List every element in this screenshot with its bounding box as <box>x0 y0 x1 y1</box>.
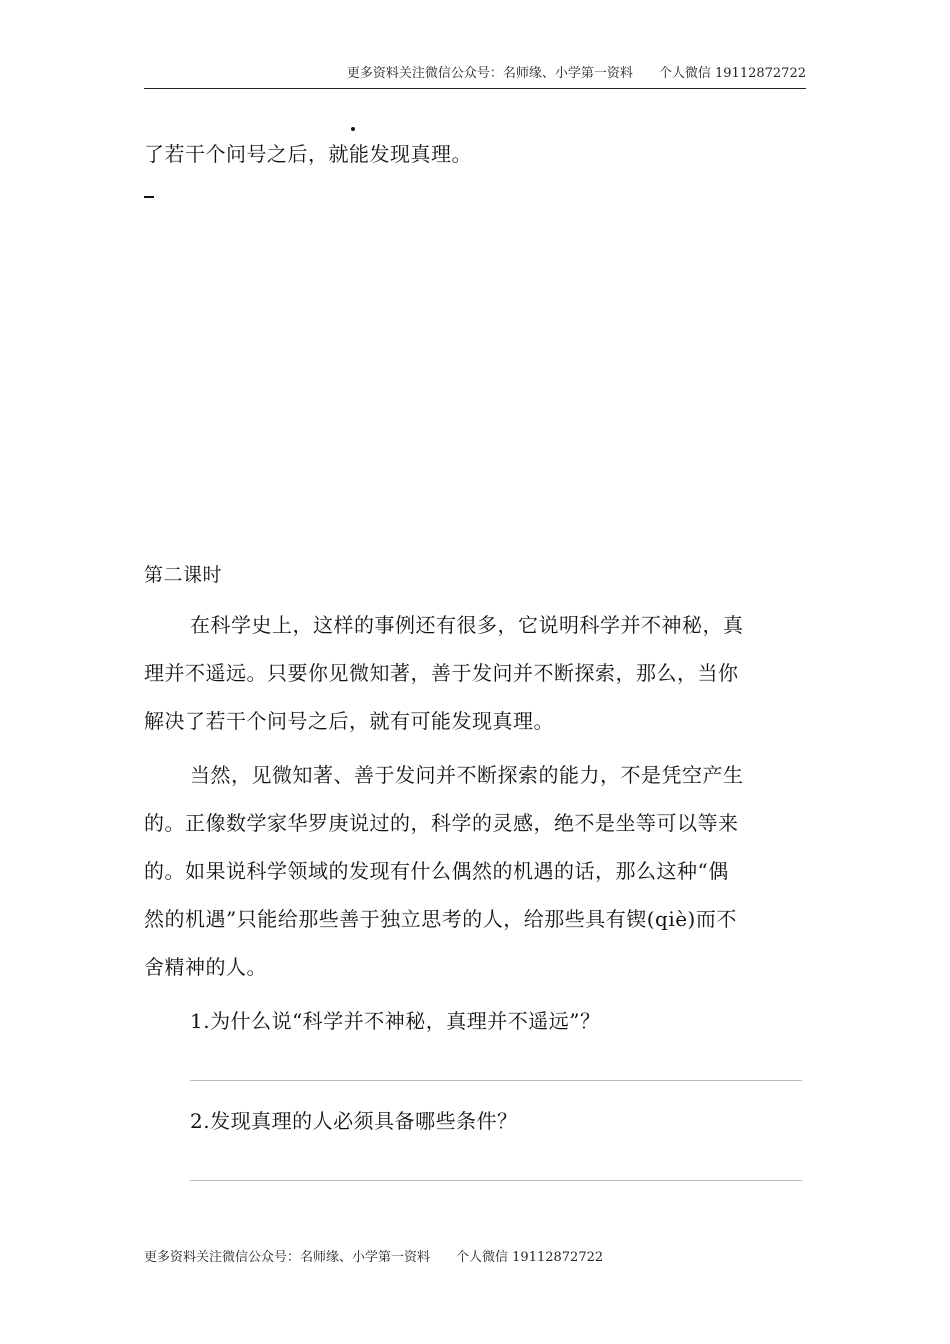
dash-mark <box>144 196 154 198</box>
answer-line-1[interactable] <box>190 1080 802 1081</box>
question-1: 1.为什么说“科学并不神秘，真理并不遥远”？ <box>190 1009 601 1033</box>
emphasis-dot <box>351 127 355 131</box>
page-footer <box>144 1246 603 1265</box>
text-line: 了若干个问号之后，就能发现真理。 <box>144 142 472 166</box>
paragraph-line: 解决了若干个问号之后，就有可能发现真理。 <box>144 709 554 733</box>
paragraph-line: 舍精神的人。 <box>144 955 267 979</box>
footer-contact: 个人微信 19112872722 <box>456 1250 604 1265</box>
paragraph-line: 的。如果说科学领域的发现有什么偶然的机遇的话，那么这种“偶 <box>144 859 729 883</box>
paragraph-line: 然的机遇”只能给那些善于独立思考的人，给那些具有锲(qiè)而不 <box>144 907 737 931</box>
question-2: 2.发现真理的人必须具备哪些条件？ <box>190 1109 518 1133</box>
paragraph-line: 的。正像数学家华罗庚说过的，科学的灵感，绝不是坐等可以等来 <box>144 811 739 835</box>
paragraph-line: 在科学史上，这样的事例还有很多，它说明科学并不神秘，真 <box>190 613 744 637</box>
header-contact: 个人微信 19112872722 <box>658 66 806 81</box>
page-header <box>144 64 806 89</box>
header-wechat-note: 更多资料关注微信公众号：名师缘、小学第一资料 <box>346 66 633 81</box>
paragraph-line: 理并不遥远。只要你见微知著，善于发问并不断探索，那么，当你 <box>144 661 739 685</box>
answer-line-2[interactable] <box>190 1180 802 1181</box>
paragraph-line: 当然，见微知著、善于发问并不断探索的能力，不是凭空产生 <box>190 763 744 787</box>
footer-wechat-note: 更多资料关注微信公众号：名师缘、小学第一资料 <box>144 1250 431 1265</box>
section-title: 第二课时 <box>144 564 223 586</box>
